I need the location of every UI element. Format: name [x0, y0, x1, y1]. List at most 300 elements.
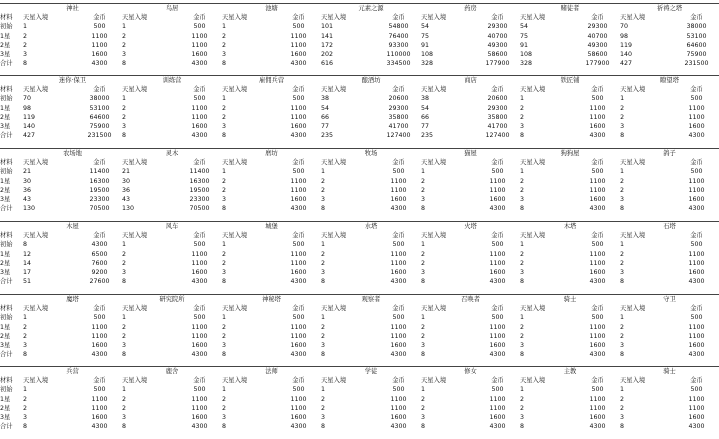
coin-cell: 500: [690, 95, 703, 103]
count-cell: 2: [620, 113, 625, 121]
data-table: [0, 221, 719, 286]
coin-cell: 29300: [388, 104, 409, 112]
row-label: 材料: [0, 86, 13, 94]
count-cell: 3: [321, 342, 326, 350]
count-cell: 8: [23, 241, 28, 249]
column-header-count: 天星入境: [520, 377, 546, 385]
count-cell: 2: [222, 332, 227, 340]
count-cell: 8: [321, 278, 326, 286]
column-header-count: 天星入境: [321, 232, 347, 240]
coin-cell: 64600: [89, 113, 110, 121]
coin-cell: 9200: [91, 269, 108, 277]
column-header-count: 天星入境: [620, 14, 646, 22]
count-cell: 172: [321, 41, 334, 49]
count-cell: 3: [23, 414, 28, 422]
count-cell: 2: [122, 32, 127, 40]
coin-cell: 4300: [91, 241, 108, 249]
coin-cell: 1600: [290, 342, 307, 350]
item-name: 研究院所: [122, 295, 222, 305]
item-name: 酿酒坊: [321, 76, 421, 86]
row-label: 3星: [0, 51, 11, 59]
count-cell: 2: [520, 104, 525, 112]
count-cell: 2: [23, 41, 28, 49]
count-cell: 8: [520, 423, 525, 431]
row-label: 合计: [0, 351, 13, 359]
coin-cell: 1600: [290, 196, 307, 204]
count-cell: 1: [23, 386, 28, 394]
column-header-coins: 金币: [93, 14, 106, 22]
coin-cell: 500: [292, 241, 305, 249]
coin-cell: 1100: [191, 404, 208, 412]
count-cell: 2: [520, 395, 525, 403]
count-cell: 202: [321, 51, 334, 59]
column-header-coins: 金币: [491, 377, 504, 385]
coin-cell: 23300: [189, 196, 210, 204]
item-name: 兵营: [23, 367, 122, 377]
column-header-count: 天星入境: [520, 305, 546, 313]
coin-cell: 35800: [487, 113, 508, 121]
count-cell: 2: [421, 186, 426, 194]
coin-cell: 1100: [489, 404, 506, 412]
coin-cell: 1100: [688, 395, 705, 403]
coin-cell: 500: [93, 386, 106, 394]
count-cell: 8: [620, 351, 625, 359]
count-cell: 38: [421, 95, 430, 103]
coin-cell: 4300: [390, 278, 407, 286]
table-block: [0, 3, 709, 68]
table-row: [0, 59, 719, 68]
item-name: 守卫: [620, 295, 719, 305]
count-cell: 1: [421, 314, 426, 322]
coin-cell: 1100: [390, 323, 407, 331]
count-cell: 1: [620, 241, 625, 249]
coin-cell: 1600: [688, 269, 705, 277]
table-row: [0, 250, 719, 259]
item-name: 池塘: [222, 4, 321, 14]
coin-cell: 1100: [589, 113, 606, 121]
coin-cell: 1600: [390, 269, 407, 277]
coin-cell: 1600: [390, 414, 407, 422]
item-name: 魔塔: [23, 295, 122, 305]
coin-cell: 19500: [189, 186, 210, 194]
column-header-coins: 金币: [690, 232, 703, 240]
column-header-count: 天星入境: [421, 86, 447, 94]
column-header-count: 天星入境: [321, 159, 347, 167]
count-cell: 3: [620, 414, 625, 422]
count-cell: 30: [23, 177, 32, 185]
coin-cell: 38000: [89, 95, 110, 103]
coin-cell: 1100: [91, 404, 108, 412]
count-cell: 2: [620, 332, 625, 340]
item-name: 元素之源: [321, 4, 421, 14]
count-cell: 8: [122, 423, 127, 431]
row-label: 3星: [0, 342, 11, 350]
count-cell: 2: [520, 186, 525, 194]
count-cell: 2: [222, 259, 227, 267]
coin-cell: 1100: [191, 113, 208, 121]
table-row: [0, 240, 719, 249]
count-cell: 8: [222, 60, 227, 68]
column-header-coins: 金币: [591, 232, 604, 240]
count-cell: 2: [222, 395, 227, 403]
column-header-coins: 金币: [292, 305, 305, 313]
coin-cell: 1600: [290, 269, 307, 277]
coin-cell: 500: [292, 168, 305, 176]
coin-cell: 1600: [191, 269, 208, 277]
coin-cell: 4300: [290, 132, 307, 140]
count-cell: 1: [23, 314, 28, 322]
row-label: 2星: [0, 41, 11, 49]
count-cell: 8: [520, 351, 525, 359]
count-cell: 1: [620, 386, 625, 394]
count-cell: 1: [321, 241, 326, 249]
count-cell: 1: [222, 386, 227, 394]
count-cell: 8: [321, 205, 326, 213]
table-row: [0, 104, 719, 113]
row-label: 初始: [0, 386, 13, 394]
coin-cell: 76400: [388, 32, 409, 40]
count-cell: 21: [23, 168, 32, 176]
count-cell: 2: [520, 404, 525, 412]
count-cell: 2: [222, 186, 227, 194]
coin-cell: 23300: [89, 196, 110, 204]
data-table: [0, 3, 719, 68]
coin-cell: 4300: [489, 351, 506, 359]
corner-cell: [0, 76, 23, 86]
coin-cell: 500: [93, 23, 106, 31]
item-name: 火塔: [421, 222, 520, 232]
coin-cell: 1100: [91, 332, 108, 340]
coin-cell: 1100: [688, 404, 705, 412]
count-cell: 3: [421, 342, 426, 350]
count-cell: 2: [122, 259, 127, 267]
count-cell: 2: [620, 186, 625, 194]
count-cell: 1: [321, 386, 326, 394]
count-cell: 101: [321, 23, 334, 31]
coin-cell: 1600: [688, 196, 705, 204]
coin-cell: 1600: [191, 414, 208, 422]
coin-cell: 1600: [489, 269, 506, 277]
coin-cell: 4300: [91, 60, 108, 68]
column-header-coins: 金币: [591, 305, 604, 313]
column-header-count: 天星入境: [122, 232, 148, 240]
count-cell: 1: [520, 386, 525, 394]
column-header-count: 天星入境: [421, 14, 447, 22]
coin-cell: 1100: [688, 250, 705, 258]
item-name: 神社: [23, 4, 122, 14]
coin-cell: 500: [193, 386, 206, 394]
row-label: 3星: [0, 269, 11, 277]
table-row: [0, 332, 719, 341]
column-header-count: 天星入境: [122, 159, 148, 167]
count-cell: 8: [620, 132, 625, 140]
item-title-row: [0, 76, 719, 86]
coin-cell: 1600: [91, 414, 108, 422]
coin-cell: 500: [690, 386, 703, 394]
row-label: 3星: [0, 414, 11, 422]
item-name: 灵木: [122, 149, 222, 159]
coin-cell: 127400: [386, 132, 411, 140]
corner-cell: [0, 295, 23, 305]
count-cell: 54: [421, 104, 430, 112]
row-label: 1星: [0, 323, 11, 331]
column-header-coins: 金币: [690, 305, 703, 313]
table-row: [0, 313, 719, 322]
count-cell: 2: [620, 177, 625, 185]
count-cell: 77: [421, 123, 430, 131]
count-cell: 54: [421, 23, 430, 31]
column-header-count: 天星入境: [321, 86, 347, 94]
table-row: [0, 131, 719, 140]
count-cell: 427: [620, 60, 633, 68]
column-header-count: 天星入境: [421, 232, 447, 240]
row-label: 材料: [0, 159, 13, 167]
table-block: [0, 221, 705, 286]
coin-cell: 1100: [290, 41, 307, 49]
column-header-coins: 金币: [193, 159, 206, 167]
coin-cell: 4300: [390, 351, 407, 359]
coin-cell: 1600: [688, 342, 705, 350]
coin-cell: 4300: [290, 60, 307, 68]
count-cell: 2: [122, 404, 127, 412]
count-cell: 2: [321, 332, 326, 340]
count-cell: 8: [222, 132, 227, 140]
item-name: 法师: [222, 367, 321, 377]
coin-cell: 1600: [489, 342, 506, 350]
coin-cell: 4300: [191, 278, 208, 286]
coin-cell: 4300: [191, 60, 208, 68]
count-cell: 91: [421, 41, 430, 49]
coin-cell: 1100: [688, 104, 705, 112]
coin-cell: 4300: [589, 205, 606, 213]
column-header-coins: 金币: [392, 159, 405, 167]
count-cell: 1: [520, 241, 525, 249]
column-header-coins: 金币: [292, 86, 305, 94]
coin-cell: 1100: [91, 41, 108, 49]
count-cell: 3: [321, 196, 326, 204]
count-cell: 108: [421, 51, 434, 59]
count-cell: 2: [122, 332, 127, 340]
table-row: [0, 413, 719, 422]
coin-cell: 29300: [587, 23, 608, 31]
count-cell: 2: [222, 41, 227, 49]
coin-cell: 1600: [290, 414, 307, 422]
row-label: 1星: [0, 395, 11, 403]
count-cell: 2: [520, 259, 525, 267]
row-label: 1星: [0, 250, 11, 258]
count-cell: 8: [23, 60, 28, 68]
coin-cell: 4300: [91, 423, 108, 431]
row-label: 1星: [0, 32, 11, 40]
coin-cell: 4300: [91, 351, 108, 359]
coin-cell: 16300: [89, 177, 110, 185]
count-cell: 2: [122, 395, 127, 403]
count-cell: 2: [520, 113, 525, 121]
item-name: 神秘塔: [222, 295, 321, 305]
table-block: [0, 366, 705, 431]
coin-cell: 1100: [589, 395, 606, 403]
coin-cell: 1100: [290, 404, 307, 412]
column-header-coins: 金币: [591, 14, 604, 22]
count-cell: 2: [23, 332, 28, 340]
column-header-count: 天星入境: [620, 232, 646, 240]
column-header-count: 天星入境: [222, 86, 248, 94]
coin-cell: 1100: [489, 259, 506, 267]
table-row: [0, 204, 719, 213]
count-cell: 2: [421, 332, 426, 340]
data-table: [0, 148, 719, 213]
coin-cell: 4300: [290, 423, 307, 431]
coin-cell: 500: [193, 95, 206, 103]
count-cell: 8: [421, 205, 426, 213]
coin-cell: 1100: [91, 32, 108, 40]
coin-cell: 1600: [589, 342, 606, 350]
column-header-row: [0, 85, 719, 94]
count-cell: 8: [520, 278, 525, 286]
coin-cell: 1100: [191, 323, 208, 331]
coin-cell: 231500: [87, 132, 112, 140]
item-name: 药房: [421, 4, 520, 14]
column-header-coins: 金币: [491, 305, 504, 313]
item-name: 祈祷之塔: [620, 4, 719, 14]
coin-cell: 1100: [489, 395, 506, 403]
count-cell: 2: [520, 323, 525, 331]
column-header-coins: 金币: [591, 159, 604, 167]
row-label: 合计: [0, 205, 13, 213]
coin-cell: 1100: [390, 404, 407, 412]
count-cell: 98: [620, 32, 629, 40]
coin-cell: 20600: [388, 95, 409, 103]
count-cell: 8: [23, 351, 28, 359]
count-cell: 2: [620, 395, 625, 403]
column-header-coins: 金币: [392, 377, 405, 385]
row-label: 3星: [0, 123, 11, 131]
count-cell: 3: [222, 342, 227, 350]
item-name: 石塔: [620, 222, 719, 232]
coin-cell: 4300: [290, 278, 307, 286]
count-cell: 8: [122, 60, 127, 68]
count-cell: 91: [520, 41, 529, 49]
coin-cell: 1100: [290, 177, 307, 185]
count-cell: 2: [620, 404, 625, 412]
coin-cell: 70500: [189, 205, 210, 213]
count-cell: 3: [620, 269, 625, 277]
count-cell: 119: [23, 113, 36, 121]
table-row: [0, 94, 719, 103]
coin-cell: 4300: [688, 423, 705, 431]
column-header-row: [0, 304, 719, 313]
table-row: [0, 350, 719, 359]
coin-cell: 500: [292, 95, 305, 103]
count-cell: 8: [222, 351, 227, 359]
coin-cell: 27600: [89, 278, 110, 286]
column-header-coins: 金币: [491, 159, 504, 167]
column-header-count: 天星入境: [520, 159, 546, 167]
coin-cell: 54800: [388, 23, 409, 31]
count-cell: 2: [520, 177, 525, 185]
column-header-coins: 金币: [292, 14, 305, 22]
coin-cell: 500: [491, 314, 504, 322]
coin-cell: 4300: [589, 351, 606, 359]
coin-cell: 1600: [390, 342, 407, 350]
coin-cell: 20600: [487, 95, 508, 103]
count-cell: 3: [122, 123, 127, 131]
count-cell: 8: [520, 132, 525, 140]
count-cell: 1: [222, 95, 227, 103]
item-title-row: [0, 367, 719, 377]
column-header-coins: 金币: [690, 14, 703, 22]
coin-cell: 1600: [390, 196, 407, 204]
column-header-count: 天星入境: [23, 305, 49, 313]
count-cell: 140: [620, 51, 633, 59]
coin-cell: 1100: [489, 177, 506, 185]
table-row: [0, 41, 719, 50]
column-header-coins: 金币: [491, 232, 504, 240]
table-row: [0, 395, 719, 404]
table-row: [0, 277, 719, 286]
column-header-count: 天星入境: [23, 377, 49, 385]
count-cell: 1: [520, 314, 525, 322]
count-cell: 3: [620, 123, 625, 131]
coin-cell: 500: [491, 386, 504, 394]
coin-cell: 500: [690, 314, 703, 322]
coin-cell: 41700: [487, 123, 508, 131]
item-name: 骑士: [620, 367, 719, 377]
coin-cell: 1600: [191, 123, 208, 131]
column-header-count: 天星入境: [620, 377, 646, 385]
count-cell: 8: [23, 423, 28, 431]
count-cell: 119: [620, 41, 633, 49]
count-cell: 30: [122, 177, 131, 185]
coin-cell: 4300: [191, 132, 208, 140]
coin-cell: 1100: [589, 332, 606, 340]
column-header-coins: 金币: [93, 232, 106, 240]
count-cell: 2: [222, 177, 227, 185]
coin-cell: 500: [193, 241, 206, 249]
coin-cell: 500: [591, 314, 604, 322]
table-row: [0, 385, 719, 394]
coin-cell: 1100: [589, 177, 606, 185]
coin-cell: 500: [491, 241, 504, 249]
count-cell: 8: [620, 205, 625, 213]
count-cell: 2: [321, 395, 326, 403]
count-cell: 2: [23, 395, 28, 403]
coin-cell: 1100: [589, 404, 606, 412]
count-cell: 3: [421, 269, 426, 277]
table-row: [0, 341, 719, 350]
coin-cell: 500: [591, 95, 604, 103]
coin-cell: 1600: [290, 51, 307, 59]
row-label: 初始: [0, 314, 13, 322]
coin-cell: 4300: [688, 205, 705, 213]
count-cell: 3: [421, 414, 426, 422]
coin-cell: 4300: [390, 205, 407, 213]
item-name: 木屋: [23, 222, 122, 232]
column-header-count: 天星入境: [122, 14, 148, 22]
coin-cell: 500: [193, 314, 206, 322]
column-header-count: 天星入境: [222, 14, 248, 22]
count-cell: 8: [620, 423, 625, 431]
coin-cell: 500: [690, 241, 703, 249]
table-row: [0, 113, 719, 122]
count-cell: 427: [23, 132, 36, 140]
count-cell: 1: [520, 95, 525, 103]
row-label: 材料: [0, 14, 13, 22]
column-header-count: 天星入境: [520, 232, 546, 240]
count-cell: 2: [421, 323, 426, 331]
count-cell: 8: [620, 278, 625, 286]
coin-cell: 1100: [390, 177, 407, 185]
